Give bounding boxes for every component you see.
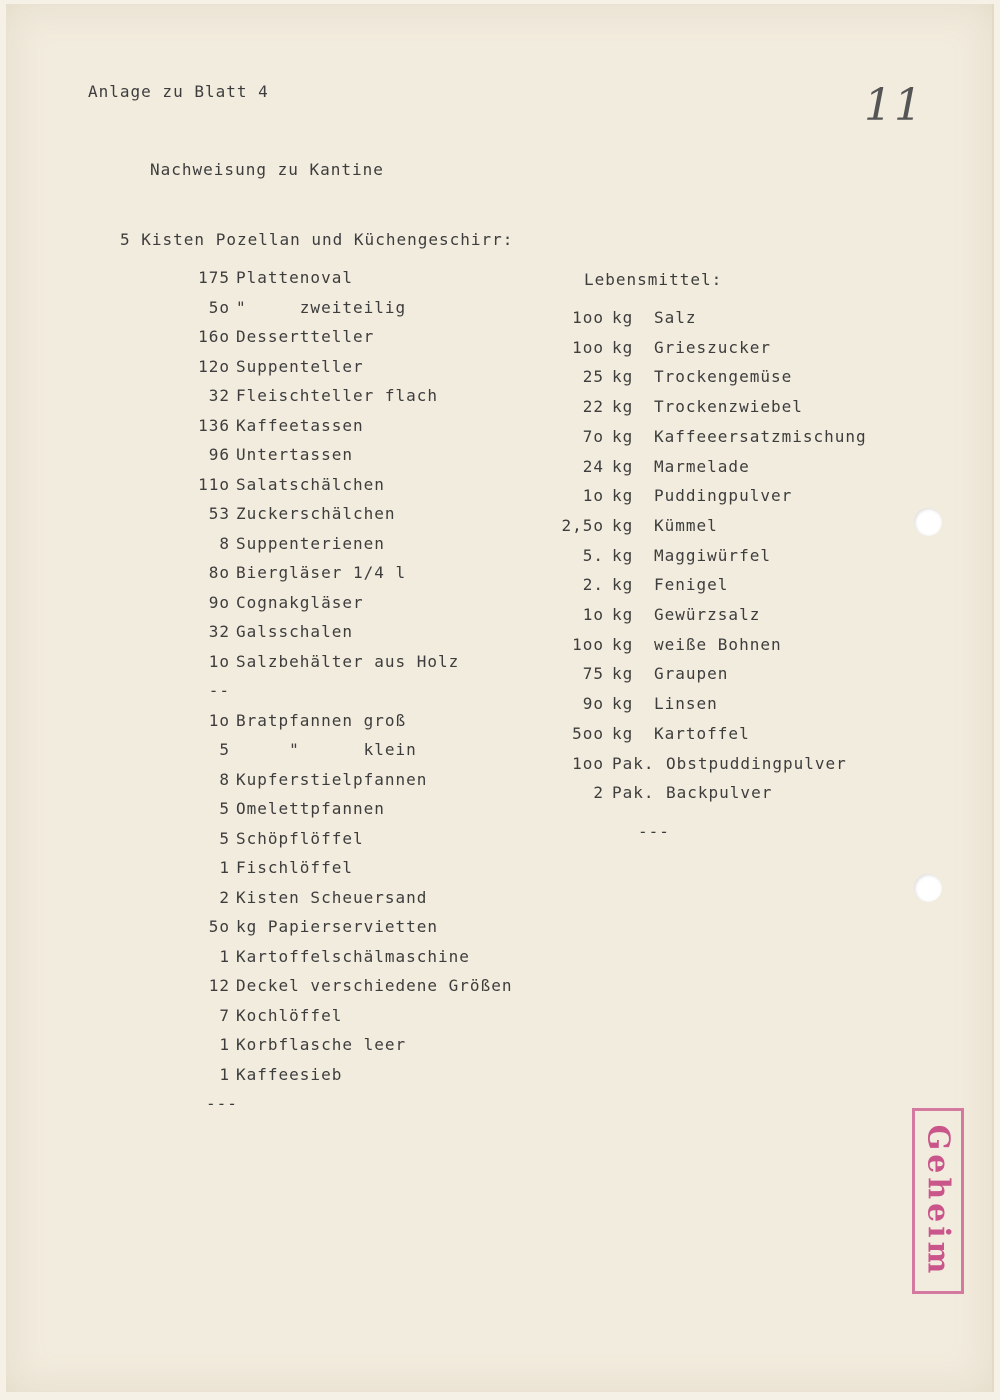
list-item-quantity: 2 — [219, 887, 230, 907]
right-end-mark: --- — [638, 822, 670, 841]
list-item-quantity: 11o — [198, 474, 230, 494]
food-item-quantity: 5oo — [572, 723, 604, 743]
food-item-label: Graupen — [654, 664, 729, 684]
list-item-label: Schöpflöffel — [236, 828, 364, 848]
list-item-quantity: 53 — [208, 504, 230, 523]
list-item-quantity: 8o — [208, 563, 230, 582]
list-item-label: Korbflasche leer — [236, 1035, 407, 1054]
food-item-unit: kg — [612, 545, 634, 565]
list-item-label: Fischlöffel — [236, 858, 353, 877]
list-item-label: Untertassen — [236, 445, 353, 464]
food-item-label: Trockengemüse — [654, 367, 793, 387]
stamp-text: Geheim — [920, 1124, 956, 1278]
food-item-label: Grieszucker — [654, 337, 771, 357]
food-item-quantity: 22 — [582, 397, 604, 417]
food-item-unit: Pak. — [612, 753, 655, 773]
food-item-quantity: 24 — [582, 456, 604, 476]
list-item-label: Suppenteller — [236, 356, 364, 376]
list-item-quantity: 175 — [198, 268, 230, 287]
food-item-unit: kg — [612, 515, 634, 535]
food-item-unit: kg — [612, 426, 634, 446]
list-item-label: Fleischteller flach — [236, 386, 439, 405]
food-item-quantity: 7o — [582, 426, 604, 446]
food-item-quantity: 5. — [582, 545, 604, 565]
food-item-quantity: 2. — [582, 575, 604, 595]
list-item-quantity: 1 — [219, 1035, 230, 1054]
list-item-quantity: 5 — [219, 740, 230, 759]
list-item-quantity: 12o — [198, 356, 230, 376]
food-item-label: Kaffeeersatzmischung — [654, 426, 867, 446]
food-item-quantity: 2,5o — [561, 515, 604, 535]
food-item-quantity: 1oo — [572, 337, 604, 357]
list-item-quantity: 1o — [208, 710, 230, 730]
food-item-unit: kg — [612, 308, 634, 327]
list-item-quantity: 1 — [219, 858, 230, 877]
document-title: Nachweisung zu Kantine — [150, 160, 384, 179]
document-page — [6, 4, 994, 1392]
list-item-quantity: 7 — [219, 1005, 230, 1025]
left-end-mark: --- — [206, 1094, 238, 1113]
food-item-label: Kümmel — [654, 515, 718, 535]
section-heading: 5 Kisten Pozellan und Küchengeschirr: — [120, 230, 514, 249]
list-item-label: Salzbehälter aus Holz — [236, 651, 460, 671]
list-item-quantity: 16o — [198, 327, 230, 346]
punch-hole-upper — [914, 508, 942, 536]
food-item-quantity: 1o — [582, 605, 604, 624]
food-item-quantity: 1o — [582, 486, 604, 506]
list-item-label: kg Papierservietten — [236, 917, 439, 936]
list-item-quantity: 1 — [219, 1064, 230, 1084]
food-item-label: Puddingpulver — [654, 486, 793, 506]
list-item-quantity: 12 — [208, 976, 230, 995]
list-item-quantity: 5 — [219, 799, 230, 818]
list-item-label: Omelettpfannen — [236, 799, 385, 818]
food-item-unit: Pak. — [612, 783, 655, 803]
food-item-unit: kg — [612, 575, 634, 595]
food-item-unit: kg — [612, 367, 634, 387]
food-item-label: Obstpuddingpulver — [666, 753, 847, 773]
list-item-label: Kochlöffel — [236, 1005, 343, 1025]
secret-stamp — [912, 1108, 964, 1294]
list-item-label: Galsschalen — [236, 622, 353, 641]
food-item-quantity: 75 — [582, 664, 604, 684]
food-heading: Lebensmittel: — [584, 270, 723, 289]
list-item-label: Kaffeetassen — [236, 415, 364, 435]
food-item-label: Trockenzwiebel — [654, 397, 803, 417]
food-item-unit: kg — [612, 456, 634, 476]
food-item-label: Maggiwürfel — [654, 545, 771, 565]
list-item-quantity: 8 — [219, 533, 230, 553]
food-item-unit: kg — [612, 486, 634, 506]
list-item-quantity: 32 — [208, 622, 230, 641]
food-item-label: Kartoffel — [654, 723, 750, 743]
food-item-label: Gewürzsalz — [654, 605, 761, 624]
punch-hole-lower — [914, 874, 942, 902]
annex-reference: Anlage zu Blatt 4 — [88, 82, 269, 101]
food-item-label: Marmelade — [654, 456, 750, 476]
list-item-label: Biergläser 1/4 l — [236, 563, 407, 582]
list-item-label: Kartoffelschälmaschine — [236, 946, 470, 966]
food-item-quantity: 1oo — [572, 753, 604, 773]
food-item-label: Backpulver — [666, 783, 773, 803]
food-item-label: weiße Bohnen — [654, 634, 782, 654]
food-item-label: Linsen — [654, 694, 718, 714]
list-item-quantity: 96 — [208, 445, 230, 464]
food-item-quantity: 1oo — [572, 308, 604, 327]
list-item-label: Plattenoval — [236, 268, 353, 287]
list-item-label: Suppenterienen — [236, 533, 385, 553]
list-item-label: " klein — [236, 740, 417, 759]
list-item-label: Kupferstielpfannen — [236, 769, 428, 789]
list-item-quantity: 9o — [208, 592, 230, 612]
list-item-label: Dessertteller — [236, 327, 375, 346]
food-item-label: Salz — [654, 308, 697, 327]
list-item-label: Cognakgläser — [236, 592, 364, 612]
food-item-quantity: 2 — [593, 783, 604, 803]
list-item-quantity: 5o — [208, 917, 230, 936]
list-item-quantity: 32 — [208, 386, 230, 405]
food-item-unit: kg — [612, 723, 634, 743]
list-item-quantity: 1 — [219, 946, 230, 966]
list-item-label: " zweiteilig — [236, 297, 407, 317]
food-item-unit: kg — [612, 664, 634, 684]
list-item-quantity: -- — [208, 681, 230, 700]
food-item-unit: kg — [612, 397, 634, 417]
food-item-unit: kg — [612, 337, 634, 357]
list-item-label: Kisten Scheuersand — [236, 887, 428, 907]
food-item-quantity: 1oo — [572, 634, 604, 654]
list-item-label: Bratpfannen groß — [236, 710, 407, 730]
food-item-quantity: 25 — [582, 367, 604, 387]
food-item-unit: kg — [612, 694, 634, 714]
list-item-quantity: 1o — [208, 651, 230, 671]
list-item-quantity: 136 — [198, 415, 230, 435]
food-item-label: Fenigel — [654, 575, 729, 595]
food-item-quantity: 9o — [582, 694, 604, 714]
list-item-label: Kaffeesieb — [236, 1064, 343, 1084]
list-item-label: Zuckerschälchen — [236, 504, 396, 523]
folio-number: 11 — [864, 80, 924, 131]
list-item-quantity: 8 — [219, 769, 230, 789]
list-item-quantity: 5 — [219, 828, 230, 848]
list-item-quantity: 5o — [208, 297, 230, 317]
list-item-label: Deckel verschiedene Größen — [236, 976, 513, 995]
food-item-unit: kg — [612, 634, 634, 654]
food-item-unit: kg — [612, 605, 634, 624]
list-item-label: Salatschälchen — [236, 474, 385, 494]
